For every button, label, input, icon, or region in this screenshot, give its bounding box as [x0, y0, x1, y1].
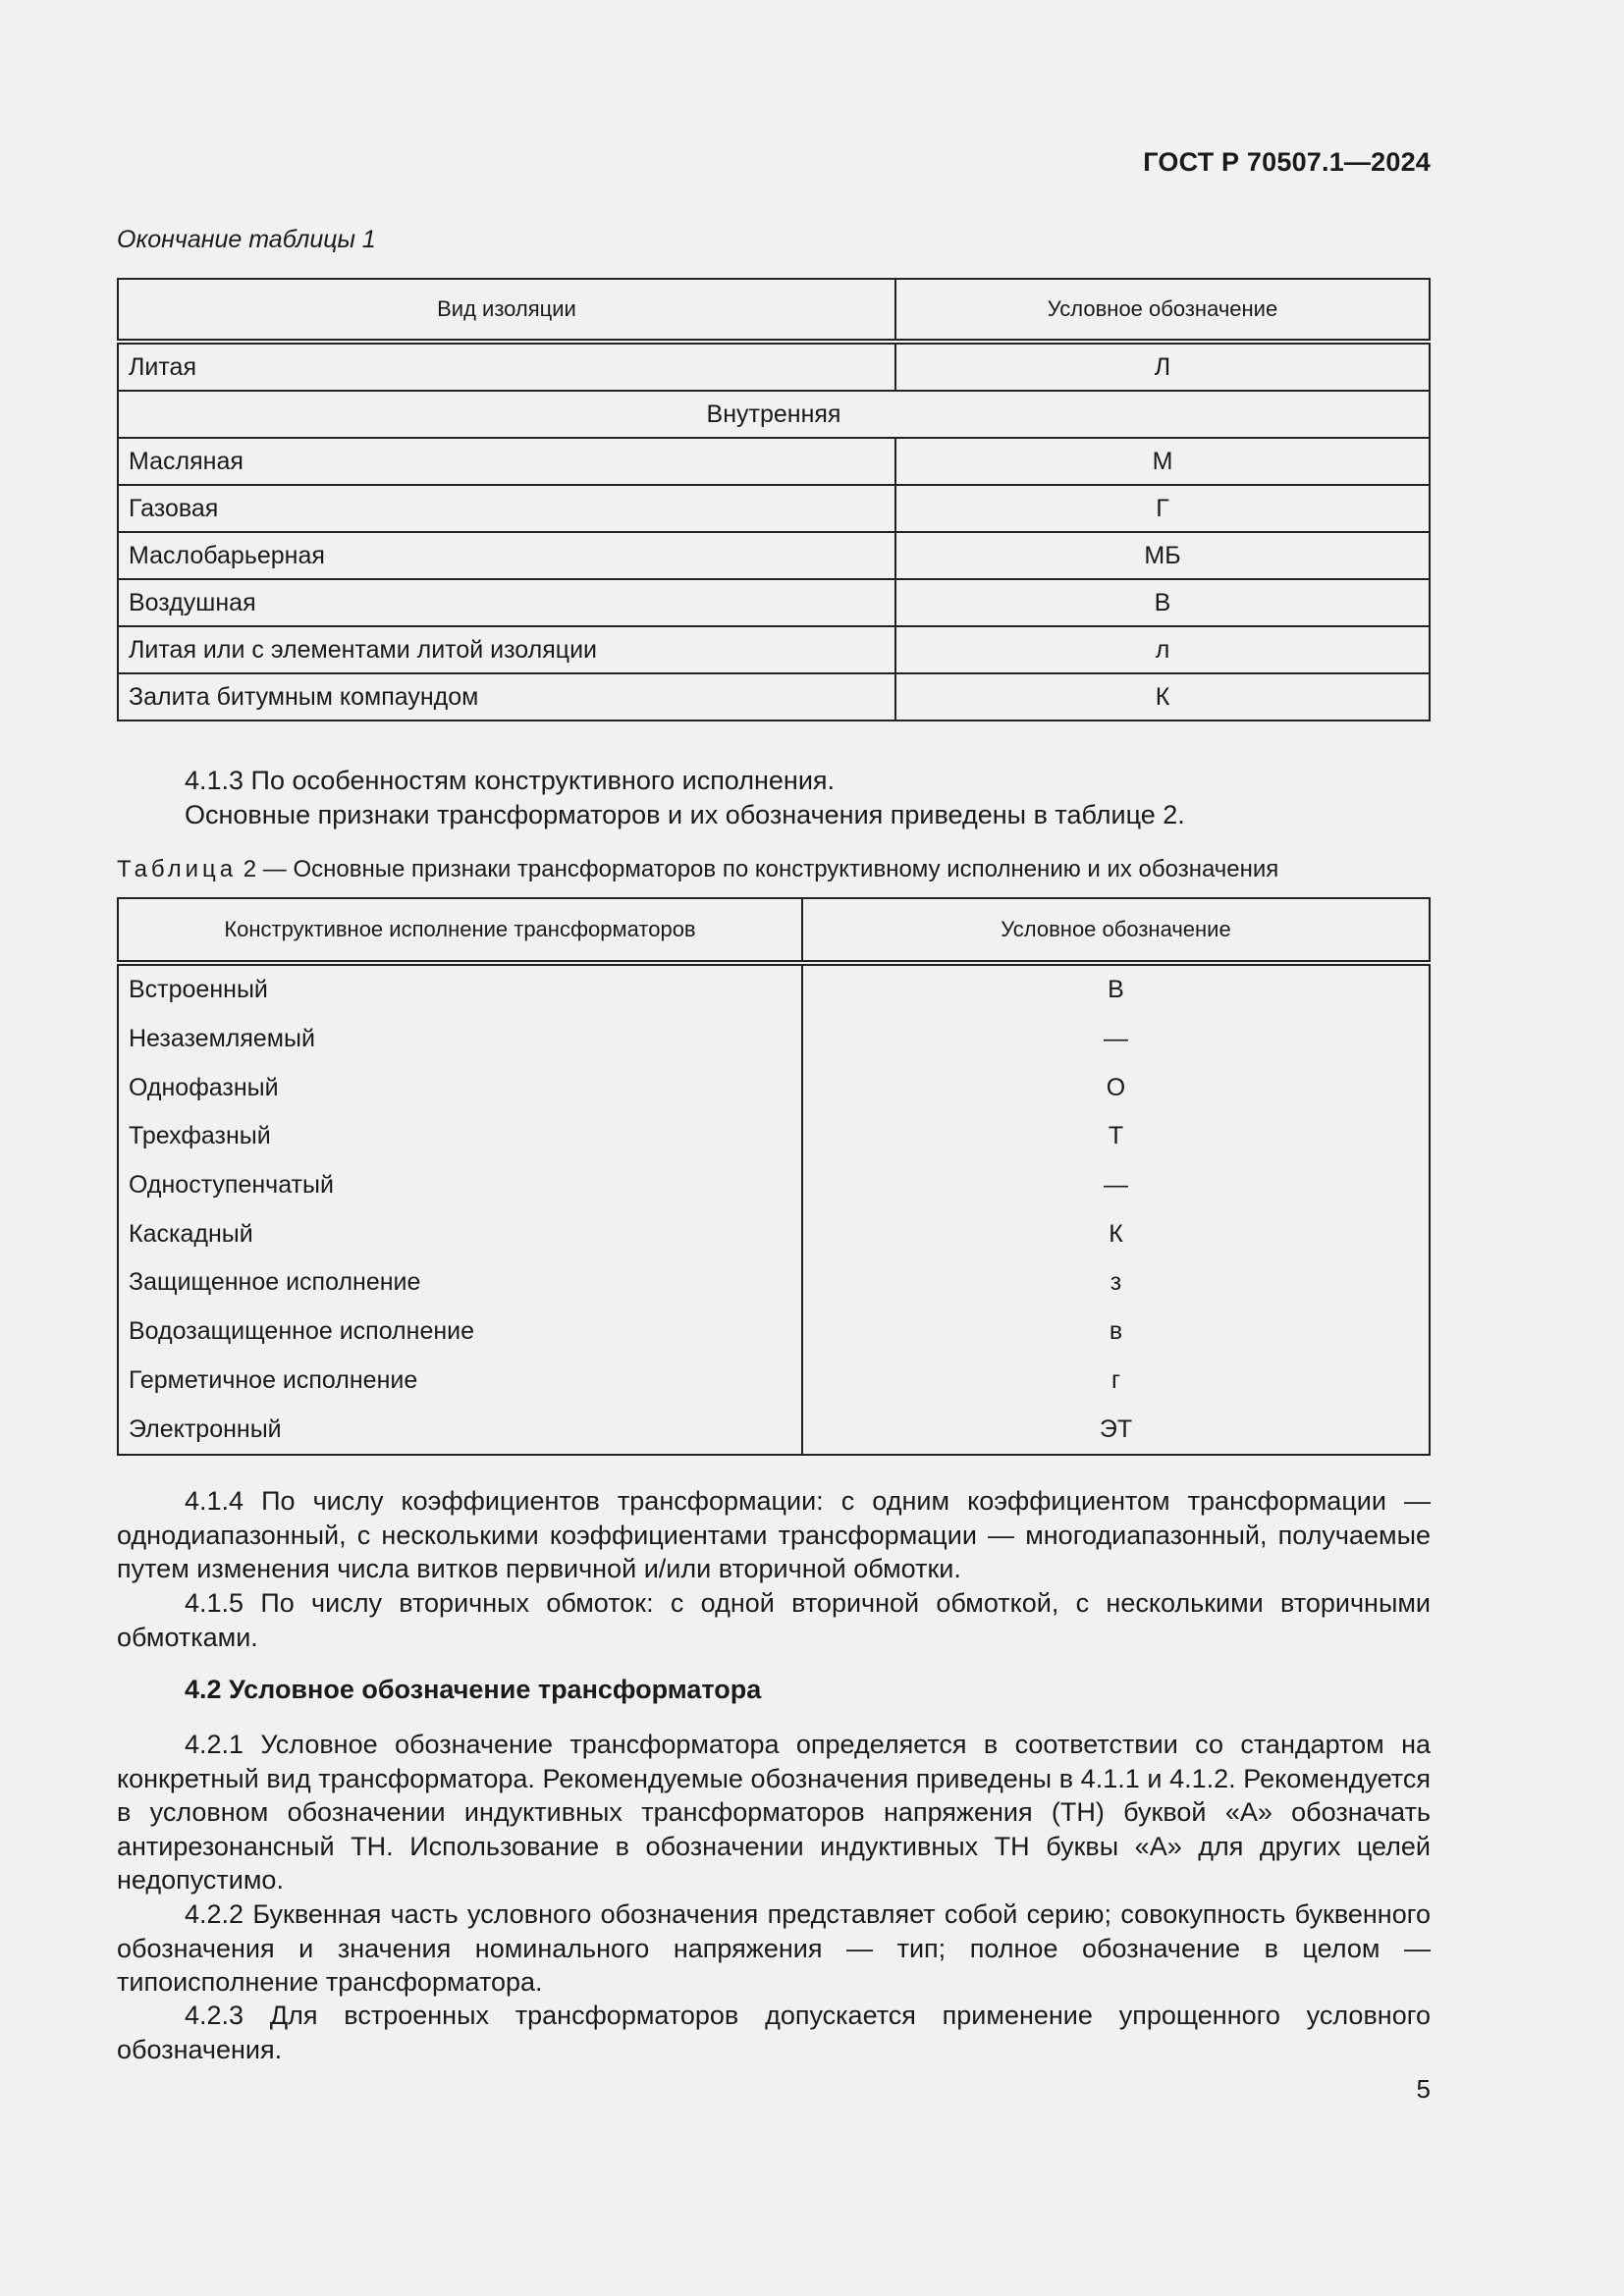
table-row — [118, 963, 1430, 1015]
row-name: Литая — [118, 342, 895, 391]
table-row — [118, 1405, 1430, 1455]
row-code: М — [895, 438, 1430, 485]
row-name: Защищенное исполнение — [118, 1258, 802, 1308]
row-name: Воздушная — [118, 579, 895, 626]
page-number: 5 — [1416, 2074, 1431, 2104]
table1-col-insulation: Вид изоляции — [118, 279, 895, 342]
table-row — [118, 1308, 1430, 1357]
paragraph-4-1-3-line2: Основные признаки трансформаторов и их обозначения приведены в таблице 2. — [185, 800, 1185, 829]
table-row — [118, 438, 1430, 485]
table2 — [117, 897, 1431, 1456]
row-code: г — [802, 1357, 1430, 1406]
row-name: Литая или с элементами литой изоляции — [118, 626, 895, 673]
row-code: К — [802, 1209, 1430, 1258]
row-code: В — [802, 963, 1430, 1015]
table-row — [118, 342, 1430, 391]
table-row — [118, 1209, 1430, 1258]
paragraph-4-1-4: 4.1.4 По числу коэффициентов трансформации: с одним коэффициентом трансформации — однодиапазонный, с несколькими коэффициентами трансформации — многодиапазонный, получаемые путем изменения числа витков первичной и/или вторичной обмотки. — [117, 1486, 1431, 1583]
table2-caption-text: 2 — Основные признаки трансформаторов по конструктивному исполнению и их обозначения — [243, 856, 1279, 882]
table-row — [118, 1161, 1430, 1210]
row-code: О — [802, 1063, 1430, 1112]
table-row — [118, 1258, 1430, 1308]
table1-header-row — [118, 279, 1430, 342]
row-name: Масляная — [118, 438, 895, 485]
table-row — [118, 1015, 1430, 1064]
row-code: Г — [895, 485, 1430, 532]
table-row — [118, 1063, 1430, 1112]
paragraph-4-1-5: 4.1.5 По числу вторичных обмоток: с одной вторичной обмоткой, с несколькими вторичными обмотками. — [117, 1588, 1431, 1652]
table2-caption — [117, 856, 1278, 883]
row-name: Газовая — [118, 485, 895, 532]
row-code: Т — [802, 1112, 1430, 1161]
table-row — [118, 1357, 1430, 1406]
table2-col-designation: Условное обозначение — [802, 898, 1430, 963]
row-code: В — [895, 579, 1430, 626]
table-row — [118, 673, 1430, 721]
table-row — [118, 532, 1430, 579]
row-code: л — [895, 626, 1430, 673]
section-heading-4-2: 4.2 Условное обозначение трансформатора — [185, 1675, 762, 1704]
row-name: Водозащищенное исполнение — [118, 1308, 802, 1357]
paragraph-4-2-3: 4.2.3 Для встроенных трансформаторов допускается применение упрощенного условного обозначения. — [117, 2001, 1431, 2064]
row-code: МБ — [895, 532, 1430, 579]
paragraph-4-2-1: 4.2.1 Условное обозначение трансформатора определяется в соответствии со стандартом на конкретный вид трансформатора. Рекомендуемые обозначения приведены в 4.1.1 и 4.1.2. Рекомендуется в условном обозначении индуктивных трансформаторов напряжения (ТН) буквой «А» обозначать антирезонансный ТН. Использование в обозначении индуктивных ТН буквы «А» для других целей недопустимо. — [117, 1730, 1431, 1895]
row-name: Встроенный — [118, 963, 802, 1015]
row-name: Залита битумным компаундом — [118, 673, 895, 721]
table1-section-row — [118, 391, 1430, 438]
row-name: Одноступенчатый — [118, 1161, 802, 1210]
row-name: Герметичное исполнение — [118, 1357, 802, 1406]
table1-col-designation: Условное обозначение — [895, 279, 1430, 342]
row-code: К — [895, 673, 1430, 721]
row-name: Каскадный — [118, 1209, 802, 1258]
row-name: Маслобарьерная — [118, 532, 895, 579]
row-code: — — [802, 1015, 1430, 1064]
paragraph-4-1-3-line1: 4.1.3 По особенностям конструктивного исполнения. — [185, 766, 836, 795]
table2-header-row — [118, 898, 1430, 963]
paragraph-4-2-2: 4.2.2 Буквенная часть условного обозначения представляет собой серию; совокупность буквенного обозначения и значения номинального напряжения — тип; полное обозначение в целом — типоисполнение трансформатора. — [117, 1899, 1431, 1997]
table-row — [118, 579, 1430, 626]
row-name: Электронный — [118, 1405, 802, 1455]
table2-col-construction: Конструктивное исполнение трансформаторов — [118, 898, 802, 963]
table-row — [118, 485, 1430, 532]
table1-caption: Окончание таблицы 1 — [117, 226, 376, 253]
row-code: — — [802, 1161, 1430, 1210]
row-code: з — [802, 1258, 1430, 1308]
row-code: Л — [895, 342, 1430, 391]
row-code: ЭТ — [802, 1405, 1430, 1455]
row-name: Трехфазный — [118, 1112, 802, 1161]
row-code: в — [802, 1308, 1430, 1357]
table-row — [118, 626, 1430, 673]
row-name: Незаземляемый — [118, 1015, 802, 1064]
row-name: Однофазный — [118, 1063, 802, 1112]
table-row — [118, 1112, 1430, 1161]
table1 — [117, 278, 1431, 721]
section-label: Внутренняя — [118, 391, 1430, 438]
table2-caption-prefix: Таблица — [117, 856, 238, 882]
document-id: ГОСТ Р 70507.1—2024 — [1143, 147, 1431, 177]
